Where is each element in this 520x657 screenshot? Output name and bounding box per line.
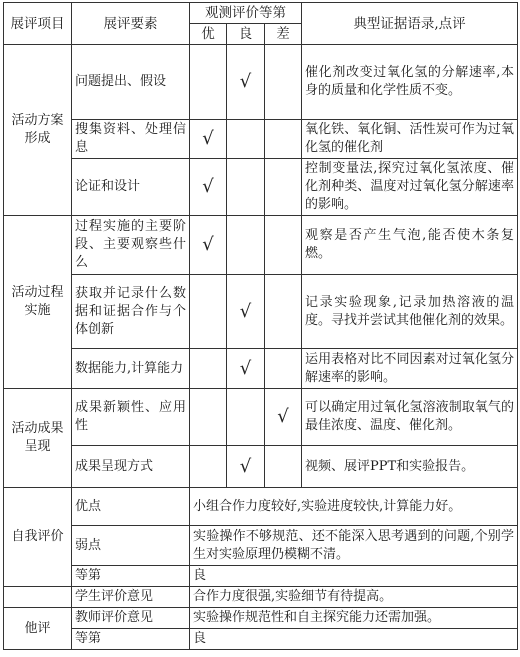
grade-excellent-cell [190,349,227,389]
grade-excellent-cell [190,275,227,349]
grade-good-cell [227,275,265,349]
table-row [4,587,518,608]
grade-excellent-cell [190,120,227,159]
evidence-cell: 控制变量法,探究过氧化氢浓度、催化剂种类、温度对过氧化氢分解速率的影响。 [302,159,518,216]
evaluation-table [3,2,518,650]
grade-excellent-cell [190,389,227,446]
evidence-cell: 视频、展评PPT和实验报告。 [302,446,518,488]
table-row [4,216,518,275]
grade-good-cell [227,216,265,275]
table-row [4,629,518,650]
table-row [4,159,518,216]
table-header [4,3,518,45]
check-mark-icon: √ [202,176,214,197]
element-cell: 成果呈现方式 [72,446,190,488]
evidence-cell: 观察是否产生气泡,能否使木条复燃。 [302,216,518,275]
table-row [4,446,518,488]
header-item: 展评项目 [4,3,72,45]
evidence-cell: 可以确定用过氧化氢溶液制取氧气的最佳浓度、温度、催化剂。 [302,389,518,446]
table-row [4,608,518,629]
table-row [4,389,518,446]
grade-poor-cell [265,446,302,488]
check-mark-icon: √ [239,357,252,379]
self-eval-item: 自我评价 [4,488,72,587]
element-cell: 搜集资料、处理信息 [72,120,190,159]
section-item: 活动成果呈现 [4,389,72,488]
table-row [4,566,518,587]
check-mark-icon: √ [202,234,214,255]
header-grade-poor: 差 [265,24,302,45]
grade-poor-cell [265,216,302,275]
check-mark-icon: √ [202,128,214,149]
element-cell: 获取并记录什么数据和证据合作与个体创新 [72,275,190,349]
check-mark-icon: √ [277,406,289,427]
other-eval-text: 实验操作规范性和自主探究能力还需加强。 [190,608,518,629]
other-eval-item: 他评 [4,608,72,650]
grade-poor-cell [265,120,302,159]
element-cell: 成果新颖性、应用性 [72,389,190,446]
table-row [4,526,518,566]
evidence-cell: 催化剂改变过氧化氢的分解速率,本身的质量和化学性质不变。 [302,45,518,120]
element-cell: 过程实施的主要阶段、主要观察些什么 [72,216,190,275]
self-eval-text: 实验操作不够规范、还不能深入思考遇到的问题,个别学生对实验原理仍模糊不清。 [190,526,518,566]
header-element: 展评要素 [72,3,190,45]
check-mark-icon: √ [239,455,252,477]
grade-excellent-cell [190,159,227,216]
grade-poor-cell [265,45,302,120]
table-body [4,45,518,650]
section-item: 活动方案形成 [4,45,72,216]
empty-cell [4,587,72,608]
grade-good-cell [227,446,265,488]
table-row [4,349,518,389]
self-eval-label: 等第 [72,566,190,587]
self-eval-label: 弱点 [72,526,190,566]
evidence-cell: 记录实验现象,记录加热溶液的温度。寻找并尝试其他催化剂的效果。 [302,275,518,349]
grade-poor-cell [265,275,302,349]
grade-excellent-cell [190,45,227,120]
check-mark-icon: √ [239,71,252,92]
table-row [4,120,518,159]
other-eval-label: 等第 [72,629,190,650]
grade-good-cell [227,349,265,389]
student-eval-label: 学生评价意见 [72,587,190,608]
grade-poor-cell [265,389,302,446]
grade-good-cell [227,120,265,159]
grade-good-cell [227,45,265,120]
evidence-cell: 氧化铁、氧化铜、活性炭可作为过氧化氢的催化剂 [302,120,518,159]
grade-good-cell [227,389,265,446]
element-cell: 问题提出、假设 [72,45,190,120]
grade-good-cell [227,159,265,216]
header-grade-good: 良 [227,24,265,45]
self-eval-label: 优点 [72,488,190,526]
element-cell: 数据能力,计算能力 [72,349,190,389]
other-eval-label: 教师评价意见 [72,608,190,629]
grade-excellent-cell [190,446,227,488]
grade-poor-cell [265,349,302,389]
evidence-cell: 运用表格对比不同因素对过氧化氢分解速率的影响。 [302,349,518,389]
header-evidence: 典型证据语录,点评 [302,3,518,45]
check-mark-icon: √ [239,300,252,322]
grade-poor-cell [265,159,302,216]
section-item: 活动过程实施 [4,216,72,389]
table-row [4,488,518,526]
element-cell: 论证和设计 [72,159,190,216]
student-eval-text: 合作力度很强,实验细节有待提高。 [190,587,518,608]
self-eval-text: 良 [190,566,518,587]
header-grade-excellent: 优 [190,24,227,45]
header-observe: 观测评价等第 [190,3,302,24]
other-eval-text: 良 [190,629,518,650]
table-row [4,45,518,120]
table-row [4,275,518,349]
self-eval-text: 小组合作力度较好,实验进度较快,计算能力好。 [190,488,518,526]
grade-excellent-cell [190,216,227,275]
